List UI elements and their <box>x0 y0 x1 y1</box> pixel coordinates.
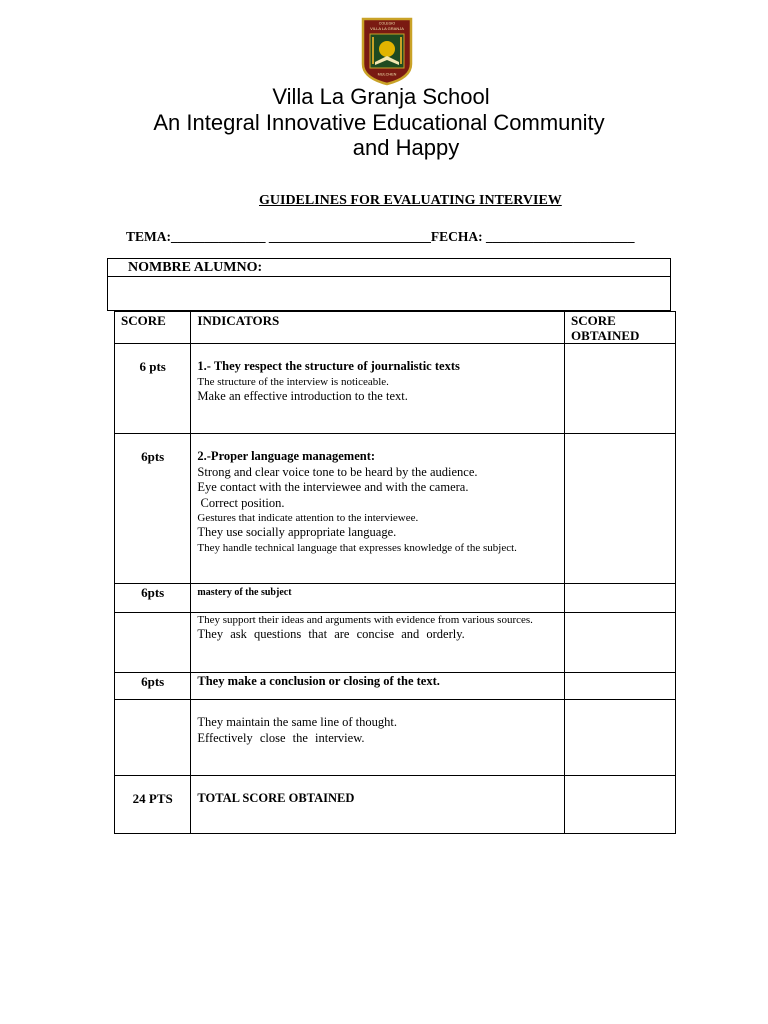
score-obtained-cell <box>565 700 676 776</box>
rubric-table <box>114 311 676 834</box>
table-row <box>115 434 676 584</box>
total-row <box>115 776 676 834</box>
indicator-line: Gestures that indicate attention to the interviewee. <box>197 512 419 524</box>
student-name-label: NOMBRE ALUMNO: <box>128 260 263 275</box>
indicator-line: They handle technical language that expresses knowledge of the subject. <box>197 541 517 554</box>
indicator-line: Make an effective introduction to the text. <box>197 388 408 403</box>
indicator-line: They use socially appropriate language. <box>197 525 397 539</box>
score-obtained-cell <box>565 344 676 434</box>
indicator-title: 2.-Proper language management: <box>197 449 376 463</box>
total-label: TOTAL SCORE OBTAINED <box>191 776 565 834</box>
table-row <box>115 584 676 613</box>
indicator-line: They maintain the same line of thought. <box>197 715 397 729</box>
score-cell <box>115 613 191 673</box>
student-name-box <box>107 258 671 311</box>
crest-school-text: VILLA LA GRANJA <box>370 26 404 31</box>
score-cell: 6pts <box>115 434 191 584</box>
indicator-line: Strong and clear voice tone to be heard by the audience. <box>197 464 478 479</box>
indicator-cell <box>191 700 565 776</box>
score-obtained-cell <box>565 673 676 700</box>
table-row <box>115 344 676 434</box>
document-heading: GUIDELINES FOR EVALUATING INTERVIEW <box>259 193 562 208</box>
indicator-line: Eye contact with the interviewee and with the camera. <box>197 480 469 494</box>
table-row <box>115 700 676 776</box>
score-cell: 6pts <box>115 673 191 700</box>
indicator-title: They make a conclusion or closing of the text. <box>191 673 565 700</box>
school-title: Villa La Granja School <box>272 84 490 109</box>
indicator-cell <box>191 344 565 434</box>
header-indicators: INDICATORS <box>191 312 565 344</box>
indicator-line: Correct position. <box>197 495 285 510</box>
total-obtained-cell <box>565 776 676 834</box>
crest-top-text: COLEGIO <box>378 21 396 26</box>
name-box-divider <box>108 276 670 277</box>
table-row <box>115 613 676 673</box>
score-obtained-cell <box>565 584 676 613</box>
crest-bottom-text: MULCHEN <box>377 72 397 77</box>
school-crest-logo <box>361 16 413 86</box>
score-obtained-cell <box>565 434 676 584</box>
indicator-title: 1.- They respect the structure of journalistic texts <box>197 359 460 373</box>
score-cell: 6pts <box>115 584 191 613</box>
school-subtitle-line2: and Happy <box>352 135 460 160</box>
score-cell <box>115 700 191 776</box>
table-header-row <box>115 312 676 344</box>
indicator-line: They support their ideas and arguments with evidence from various sources. <box>197 614 533 626</box>
header-score: SCORE <box>115 312 191 344</box>
table-row <box>115 673 676 700</box>
indicator-cell <box>191 434 565 584</box>
total-score-cell: 24 PTS <box>115 776 191 834</box>
school-subtitle-line1: An Integral Innovative Educational Community <box>153 110 605 135</box>
indicator-line: They ask questions that are concise and orderly. <box>197 627 465 641</box>
score-obtained-cell <box>565 613 676 673</box>
indicator-line: Effectively close the interview. <box>197 730 365 745</box>
header-score-obtained: SCORE OBTAINED <box>565 312 676 344</box>
indicator-title: mastery of the subject <box>191 584 565 613</box>
tema-fecha-fields: TEMA:______________ ________________________FECHA: ______________________ <box>126 229 635 244</box>
indicator-cell <box>191 613 565 673</box>
score-cell: 6 pts <box>115 344 191 434</box>
indicator-line: The structure of the interview is noticeable. <box>197 375 389 388</box>
